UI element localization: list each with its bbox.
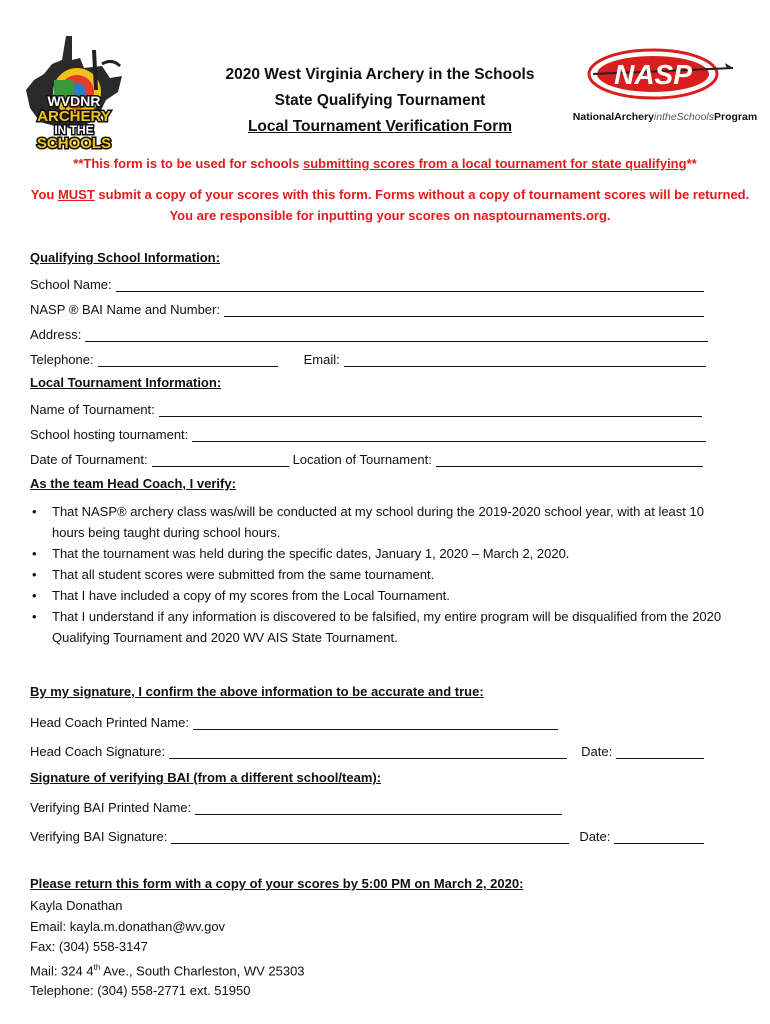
section-heading-signature: By my signature, I confirm the above information to be accurate and true: <box>30 684 484 699</box>
coach-signature-label: Head Coach Signature: <box>30 744 166 759</box>
list-item: • That the tournament was held during the specific dates, January 1, 2020 – March 2, 2020. <box>30 543 730 564</box>
bai-date-field[interactable] <box>614 830 704 844</box>
tournament-name-label: Name of Tournament: <box>30 402 155 417</box>
notice-usage: **This form is to be used for schools submitting scores from a local tournament for state qualifying** <box>73 156 697 171</box>
form-title-line1: 2020 West Virginia Archery in the Schools <box>225 66 535 83</box>
telephone-label: Telephone: <box>30 352 94 367</box>
bai-signature-label: Verifying BAI Signature: <box>30 829 168 844</box>
tournament-location-label: Location of Tournament: <box>292 452 432 467</box>
host-school-label: School hosting tournament: <box>30 427 189 442</box>
tournament-location-field[interactable] <box>436 453 703 467</box>
email-field[interactable] <box>344 353 706 367</box>
bai-row <box>30 299 704 317</box>
notice-must-submit: You MUST submit a copy of your scores with this form. Forms without a copy of tournament scores will be returned. You are responsible for inputting your scores on nasptournaments.org. <box>30 187 750 223</box>
address-field[interactable] <box>85 328 708 342</box>
school-name-label: School Name: <box>30 277 112 292</box>
contact-fax: Fax: (304) 558-3147 <box>30 939 148 954</box>
tournament-name-row <box>30 399 702 417</box>
nasp-logo <box>572 48 758 128</box>
tournament-name-field[interactable] <box>159 403 702 417</box>
email-label: Email: <box>303 352 340 367</box>
school-name-field[interactable] <box>116 278 704 292</box>
contact-email: Email: kayla.m.donathan@wv.gov <box>30 918 226 934</box>
coach-name-field[interactable] <box>193 716 558 730</box>
bai-signature-field[interactable] <box>171 830 569 844</box>
bai-label: NASP ® BAI Name and Number: <box>30 302 220 317</box>
contact-telephone: Telephone: (304) 558-2771 ext. 51950 <box>30 983 251 999</box>
bai-signature-row <box>30 826 704 844</box>
bai-name-row <box>30 797 562 815</box>
bai-date-label: Date: <box>579 829 611 844</box>
svg-text:NationalArcheryintheSchoolsPro: NationalArcheryintheSchoolsProgram <box>572 111 758 123</box>
school-name-row <box>30 274 704 292</box>
telephone-email-row <box>30 349 706 367</box>
bai-name-field[interactable] <box>195 801 562 815</box>
telephone-field[interactable] <box>98 353 278 367</box>
list-item: • That NASP® archery class was/will be conducted at my school during the 2019-2020 school year, with at least 10 hours being taught during school hours. <box>30 501 730 543</box>
section-heading-return: Please return this form with a copy of your scores by 5:00 PM on March 2, 2020: <box>30 876 524 891</box>
bai-field[interactable] <box>224 303 704 317</box>
svg-text:NASP: NASP <box>614 59 692 90</box>
coach-signature-field[interactable] <box>169 745 567 759</box>
list-item: • That I have included a copy of my scores from the Local Tournament. <box>30 585 730 606</box>
contact-block <box>30 896 305 1002</box>
wvdnr-archery-logo <box>22 30 132 150</box>
coach-date-field[interactable] <box>616 745 704 759</box>
section-heading-school: Qualifying School Information: <box>30 250 220 265</box>
contact-name: Kayla Donathan <box>30 898 123 913</box>
coach-name-label: Head Coach Printed Name: <box>30 715 189 730</box>
section-heading-verify: As the team Head Coach, I verify: <box>30 476 236 491</box>
form-title-line2: State Qualifying Tournament <box>274 92 486 109</box>
coach-name-row <box>30 712 558 730</box>
coach-signature-row <box>30 741 704 759</box>
bai-name-label: Verifying BAI Printed Name: <box>30 800 192 815</box>
date-location-row <box>30 449 703 467</box>
svg-text:SCHOOLS: SCHOOLS <box>36 135 112 152</box>
svg-text:ARCHERY: ARCHERY <box>37 108 111 125</box>
tournament-date-field[interactable] <box>152 453 289 467</box>
tournament-date-label: Date of Tournament: <box>30 452 148 467</box>
host-school-row <box>30 424 706 442</box>
svg-text:WVDNR: WVDNR <box>47 93 101 109</box>
address-label: Address: <box>30 327 82 342</box>
verify-list <box>30 501 730 648</box>
coach-date-label: Date: <box>581 744 613 759</box>
svg-text:IN THE: IN THE <box>54 123 94 137</box>
host-school-field[interactable] <box>192 428 706 442</box>
section-heading-bai-verify: Signature of verifying BAI (from a different school/team): <box>30 770 382 785</box>
list-item: • That all student scores were submitted from the same tournament. <box>30 564 730 585</box>
contact-mail: Mail: 324 4th Ave., South Charleston, WV 25303 <box>30 962 305 978</box>
form-header <box>170 62 590 140</box>
form-title-line3: Local Tournament Verification Form <box>247 118 513 135</box>
list-item: • That I understand if any information is discovered to be falsified, my entire program will be disqualified from the 2020 Qualifying Tournament and 2020 WV AIS State Tournament. <box>30 606 730 648</box>
address-row <box>30 324 708 342</box>
section-heading-tournament: Local Tournament Information: <box>30 375 222 390</box>
